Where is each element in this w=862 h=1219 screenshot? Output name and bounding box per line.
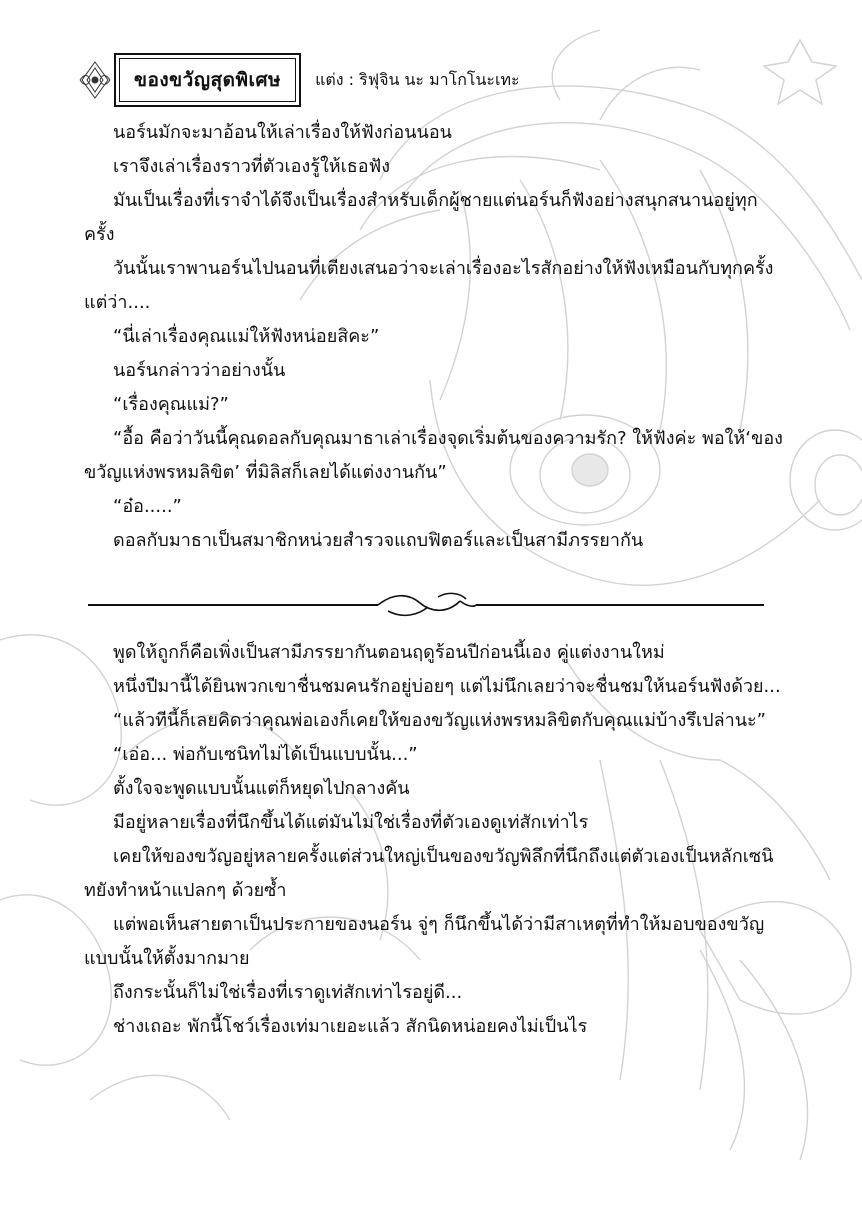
section-1 (84, 116, 784, 558)
paragraph: มีอยู่หลายเรื่องที่นึกขึ้นได้แต่มันไม่ใช่เรื่องที่ตัวเองดูเท่สักเท่าไร (113, 812, 589, 833)
paragraph: “แล้วทีนี้ก็เลยคิดว่าคุณพ่อเองก็เคยให้ของขวัญแห่งพรหมลิขิตกับคุณแม่บ้างรึเปล่านะ” (113, 710, 767, 731)
paragraph: หนึ่งปีมานี้ได้ยินพวกเขาชื่นชมคนรักอยู่บ่อยๆ แต่ไม่นึกเลยว่าจะชื่นชมให้นอร์นฟังด้วย... (113, 676, 781, 697)
paragraph: นอร์นกล่าวว่าอย่างนั้น (113, 360, 286, 381)
paragraph: “เอ่อ... พ่อกับเซนิทไม่ได้เป็นแบบนั้น...” (113, 744, 418, 765)
paragraph: แต่พอเห็นสายตาเป็นประกายของนอร์น จู่ๆ ก็นึกขึ้นได้ว่ามีสาเหตุที่ทำให้มอบของขวัญแบบนั้นให้ตั้งมากมาย (84, 914, 765, 969)
paragraph: เราจึงเล่าเรื่องราวที่ตัวเองรู้ให้เธอฟัง (113, 156, 391, 177)
paragraph: นอร์นมักจะมาอ้อนให้เล่าเรื่องให้ฟังก่อนนอน (113, 122, 452, 143)
paragraph: “อ๋อ.....” (113, 496, 182, 517)
paragraph: มันเป็นเรื่องที่เราจำได้จึงเป็นเรื่องสำหรับเด็กผู้ชายแต่นอร์นก็ฟังอย่างสนุกสนานอยู่ทุกครั้ง (84, 190, 758, 245)
paragraph: “อื้อ คือว่าวันนี้คุณดอลกับคุณมาธาเล่าเรื่องจุดเริ่มต้นของความรัก? ให้ฟังค่ะ พอให้‘ของขวัญแห่งพรหมลิขิต’ ที่มิลิสก็เลยได้แต่งงานกัน” (84, 428, 783, 483)
paragraph: วันนั้นเราพานอร์นไปนอนที่เตียงเสนอว่าจะเล่าเรื่องอะไรสักอย่างให้ฟังเหมือนกับทุกครั้ง แต่ว่า.... (84, 258, 774, 313)
chapter-title: ของขวัญสุดพิเศษ (119, 58, 296, 102)
section-2 (84, 636, 784, 1044)
paragraph: พูดให้ถูกก็คือเพิ่งเป็นสามีภรรยากันตอนฤดูร้อนปีก่อนนี้เอง คู่แต่งงานใหม่ (113, 642, 665, 663)
paragraph: “นี่เล่าเรื่องคุณแม่ให้ฟังหน่อยสิคะ” (113, 326, 380, 347)
swirl-divider-icon (88, 585, 764, 625)
paragraph: ตั้งใจจะพูดแบบนั้นแต่ก็หยุดไปกลางคัน (113, 778, 410, 799)
diamond-flourish-icon (78, 58, 112, 102)
author-credit: แต่ง : ริฟุจิน นะ มาโกโนะเทะ (315, 69, 520, 89)
paragraph: เคยให้ของขวัญอยู่หลายครั้งแต่ส่วนใหญ่เป็นของขวัญพิลึกที่นึกถึงแต่ตัวเองเป็นหลักเซนิทยังทำหน้าแปลกๆ ด้วยซ้ำ (84, 846, 774, 901)
chapter-header (78, 58, 520, 102)
paragraph: “เรื่องคุณแม่?” (113, 394, 229, 415)
title-frame (114, 53, 301, 107)
paragraph: ดอลกับมาธาเป็นสมาชิกหน่วยสำรวจแถบฟิตอร์และเป็นสามีภรรยากัน (113, 530, 644, 551)
paragraph: ช่างเถอะ พักนี้โชว์เรื่องเท่มาเยอะแล้ว สักนิดหน่อยคงไม่เป็นไร (113, 1016, 588, 1037)
paragraph: ถึงกระนั้นก็ไม่ใช่เรื่องที่เราดูเท่สักเท่าไรอยู่ดี... (113, 982, 463, 1003)
